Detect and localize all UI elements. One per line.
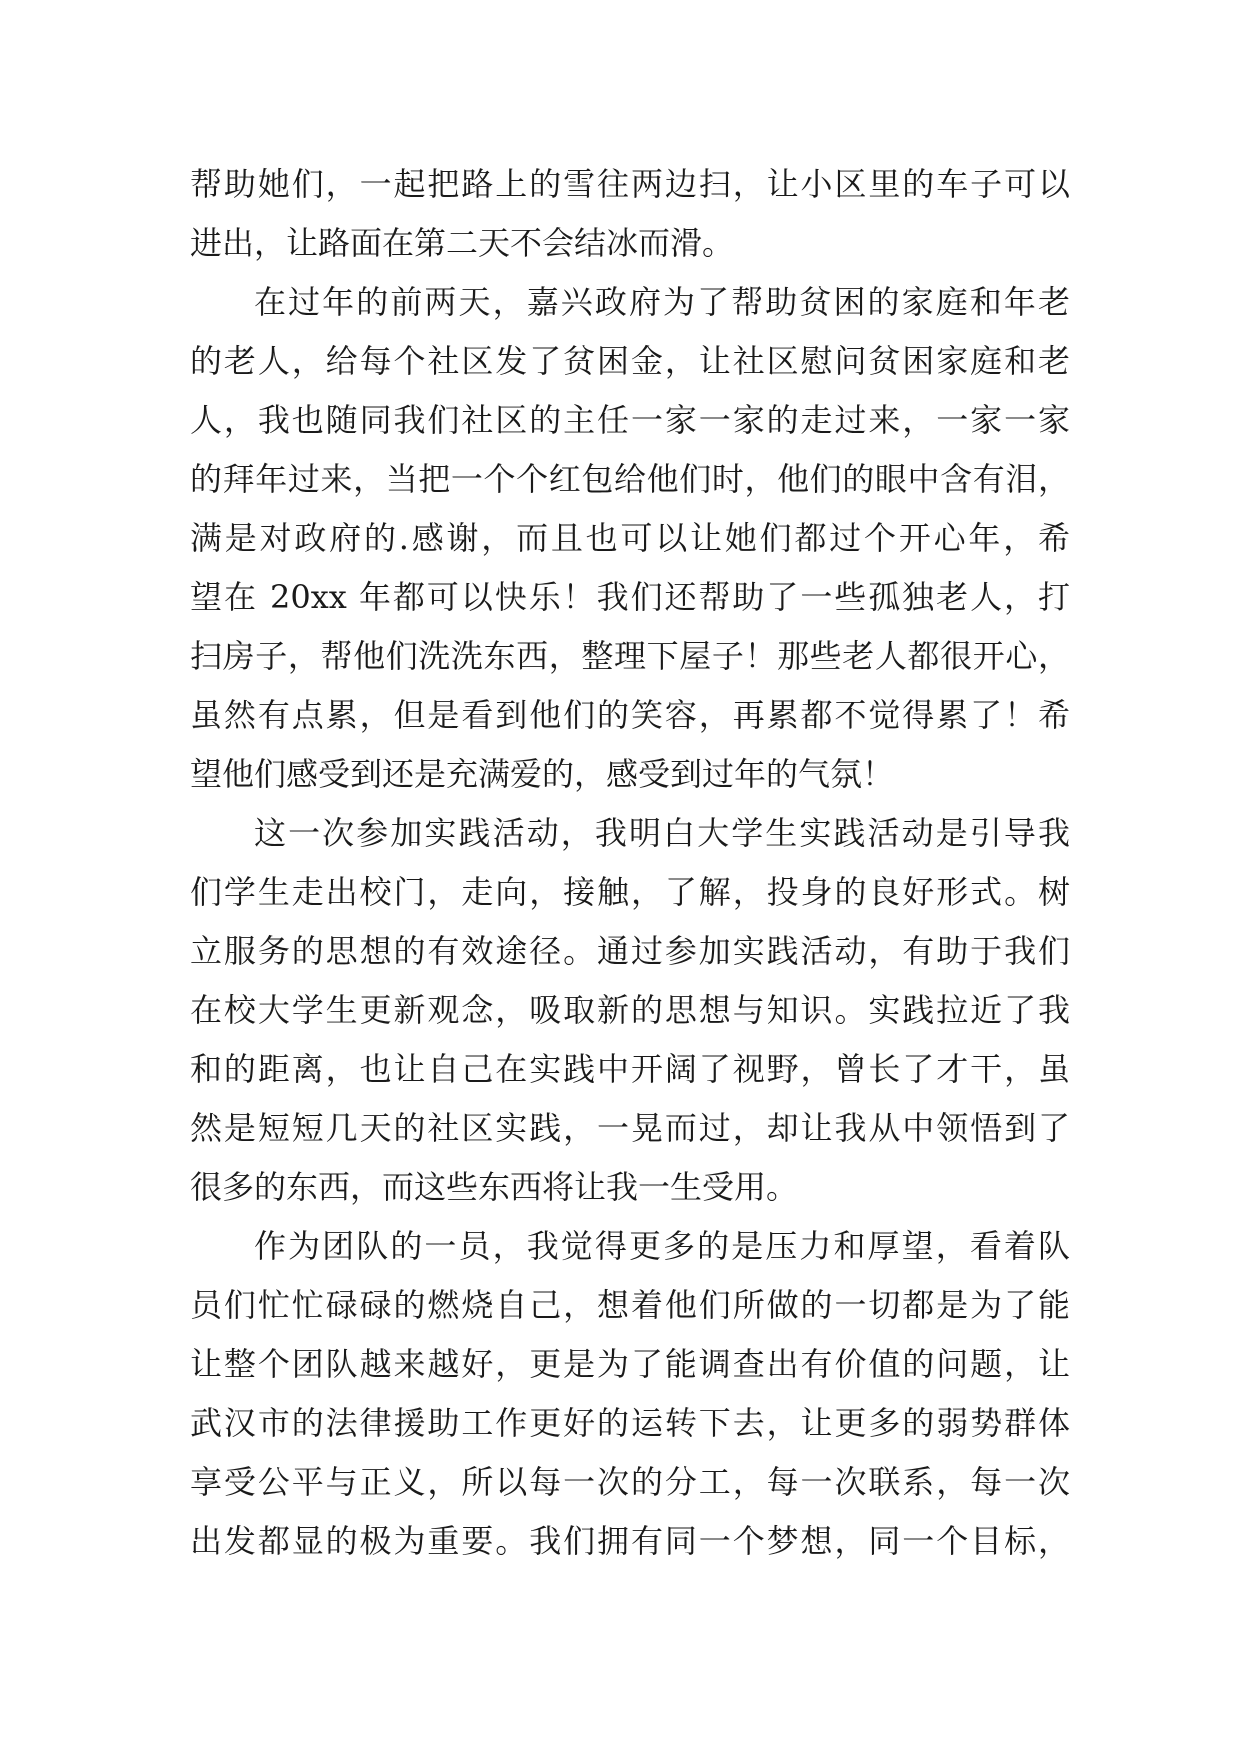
text-line: 们学生走出校门，走向，接触，了解，投身的良好形式。树 — [190, 873, 1070, 911]
paragraph-3 — [190, 804, 1070, 1217]
text-line: 在校大学生更新观念，吸取新的思想与知识。实践拉近了我 — [190, 991, 1070, 1029]
paragraph-1 — [190, 155, 1070, 273]
text-line: 的拜年过来，当把一个个红包给他们时，他们的眼中含有泪， — [190, 460, 1070, 498]
text-line: 出发都显的极为重要。我们拥有同一个梦想，同一个目标， — [190, 1522, 1070, 1560]
text-line: 扫房子，帮他们洗洗东西，整理下屋子！那些老人都很开心， — [190, 637, 1070, 675]
text-line: 让整个团队越来越好，更是为了能调查出有价值的问题，让 — [190, 1345, 1070, 1383]
text-line: 然是短短几天的社区实践，一晃而过，却让我从中领悟到了 — [190, 1109, 1070, 1147]
text-line: 望在 20xx 年都可以快乐！我们还帮助了一些孤独老人，打 — [190, 578, 1070, 616]
text-line: 帮助她们，一起把路上的雪往两边扫，让小区里的车子可以 — [190, 165, 1070, 203]
text-line: 这一次参加实践活动，我明白大学生实践活动是引导我 — [254, 814, 1070, 852]
text-line: 满是对政府的.感谢，而且也可以让她们都过个开心年，希 — [190, 519, 1070, 557]
paragraph-4 — [190, 1217, 1070, 1571]
text-line: 享受公平与正义，所以每一次的分工，每一次联系，每一次 — [190, 1463, 1070, 1501]
paragraph-2 — [190, 273, 1070, 804]
text-line: 立服务的思想的有效途径。通过参加实践活动，有助于我们 — [190, 932, 1070, 970]
text-line: 的老人，给每个社区发了贫困金，让社区慰问贫困家庭和老 — [190, 342, 1070, 380]
text-line: 很多的东西，而这些东西将让我一生受用。 — [190, 1168, 799, 1206]
text-line: 虽然有点累，但是看到他们的笑容，再累都不觉得累了！希 — [190, 696, 1070, 734]
text-line: 员们忙忙碌碌的燃烧自己，想着他们所做的一切都是为了能 — [190, 1286, 1070, 1324]
text-line: 望他们感受到还是充满爱的，感受到过年的气氛！ — [190, 755, 895, 793]
text-line: 在过年的前两天，嘉兴政府为了帮助贫困的家庭和年老 — [254, 283, 1070, 321]
text-line: 武汉市的法律援助工作更好的运转下去，让更多的弱势群体 — [190, 1404, 1070, 1442]
text-line: 作为团队的一员，我觉得更多的是压力和厚望，看着队 — [254, 1227, 1070, 1265]
body-text — [190, 155, 1070, 1571]
text-line: 和的距离，也让自己在实践中开阔了视野，曾长了才干，虽 — [190, 1050, 1070, 1088]
text-line: 进出，让路面在第二天不会结冰而滑。 — [190, 224, 735, 262]
text-line: 人，我也随同我们社区的主任一家一家的走过来，一家一家 — [190, 401, 1070, 439]
